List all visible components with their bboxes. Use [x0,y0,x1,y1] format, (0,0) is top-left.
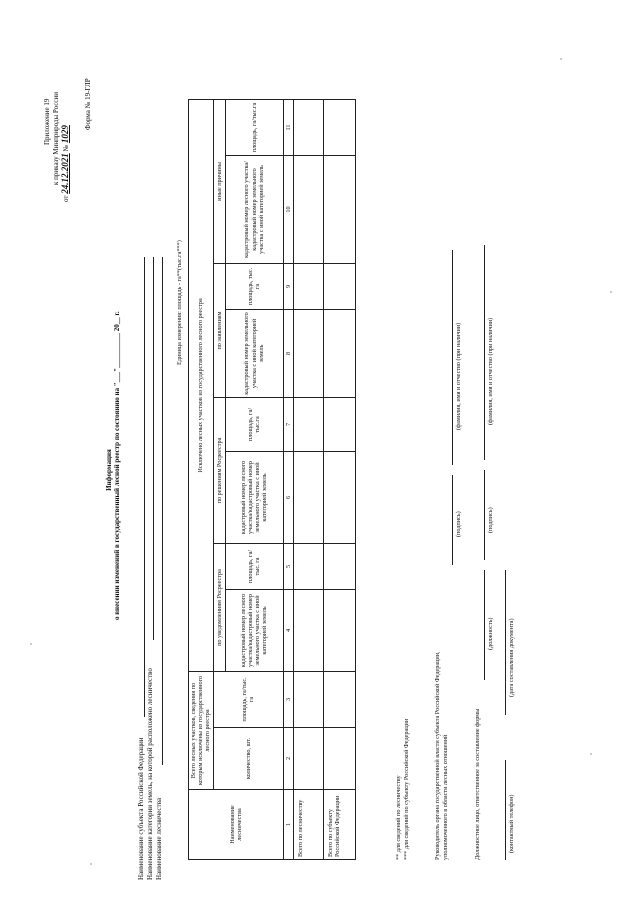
col-number: 10 [283,155,293,263]
col-number: 5 [283,543,293,589]
row-total-subject-label: Всего по субъекту Российской Федерации [323,790,355,860]
table-row-subject [323,99,355,859]
sub-other-header: иные причины [213,99,225,263]
annex-date: от 24.12.2021 № 1029 [60,125,70,202]
header-forestry-label: Наименование лесничества [155,797,163,880]
head-official-label: Руководитель органа государственной власти субъекта Российской Федерации, [434,651,441,860]
form-label: Форма № 19-ГЛР [84,78,92,130]
col-count-header: количество, шт. [213,728,283,790]
main-table [188,99,356,860]
col-number: 4 [283,589,293,671]
signature-caption: (подпись) [455,511,462,537]
page-subtitle: о внесении изменений в государственный лесной реестр по состоянию на "___"__________ 20__ г. [113,311,121,620]
col-number: 8 [283,309,293,397]
fio-caption: (фамилия, имя и отчество (при наличии) [455,322,462,430]
area-decision-header: площадь, га/тыс.га [225,397,283,451]
area-notice-header: площадь, га/тыс. га [225,543,283,589]
table-row-forestry [293,99,323,859]
sub-decision-header: по решениям Росреестра [213,397,225,543]
col-number: 7 [283,397,293,451]
phone-caption: (контактный телефон) [508,794,515,853]
cad-notice-header: кадастровый номер лесного участка/кадастровый номер земельного участка с иной категорией земель [225,589,283,671]
annex-line2: к приказу Минприроды России [52,91,60,185]
area-application-header: площадь, тыс. га [225,263,283,309]
units-label: Единица измерения: площадь - га**(тыс.га***) [176,240,183,365]
col-number: 6 [283,451,293,543]
position-caption: (должность) [487,617,494,650]
col-total-group-header: Всего лесных участков, сведения по которым исключены из государственного лесного реестра [189,671,214,789]
annex-number-value: 1029 [60,125,70,144]
doc-date-caption: (дата составления документа) [508,618,515,697]
row-total-forestry-label: Всего по лесничеству [293,790,323,860]
cad-other-header: кадастровый номер лесного участка/кадастровый номер земельного участка с иной категорией земель [225,155,283,263]
header-subject-label: Наименование субъекта Российской Федерации [137,737,145,880]
cad-application-header: кадастровый номер земельного участка с иной категорией земель [225,309,283,397]
col-name-header: Наименование лесничества [189,790,284,860]
signature-caption-2: (подпись) [487,507,494,533]
col-number: 2 [283,728,293,790]
responsible-official-label: Должностное лицо, ответственное за составление формы [474,708,481,860]
col-number: 9 [283,263,293,309]
col-number: 3 [283,671,293,727]
column-numbers-row [283,99,293,859]
annex-line1: Приложение 19 [43,98,51,145]
area-other-header: площадь, га/тыс.га [225,99,283,155]
cad-decision-header: кадастровый номер лесного участка/кадастровый номер земельного участка с иной категорией земель [225,451,283,543]
col-excluded-group-header: Исключено лесных участков из государственного лесного реестра [189,99,214,671]
annex-date-value: 24.12.2021 [60,153,70,194]
page-title: Информация [105,449,113,491]
sub-application-header: по заявлениям [213,263,225,397]
header-category-label: Наименование категории земель, на которой расположено лесничество [146,668,154,880]
col-area-header: площадь, га/тыс. га [213,671,283,727]
head-official-label-2: уполномоченного в области лесных отношений [442,734,449,860]
fio-caption-2: (фамилия, имя и отчество (при наличии) [487,317,494,425]
footnote-subject: *** для сведений по субъекту Российской Федерации [403,718,410,860]
footnote-forestry: ** для сведений по лесничеству [395,775,402,860]
col-number: 1 [283,790,293,860]
col-number: 11 [283,99,293,155]
sub-notice-header: по уведомлениям Росреестра [213,543,225,671]
